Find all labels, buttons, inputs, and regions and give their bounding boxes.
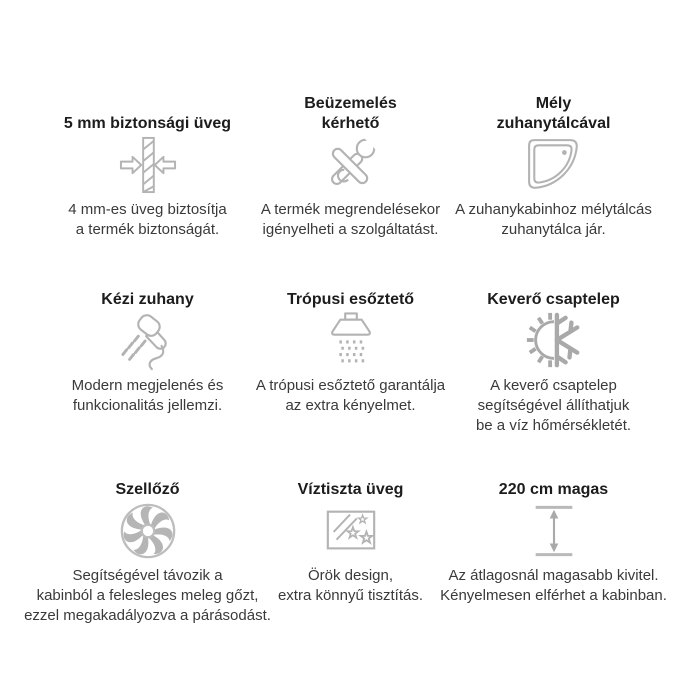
feature-description: 4 mm-es üveg biztosítja a termék biztonságát. — [68, 201, 227, 238]
feature-title: Beüzemelés kérhető — [304, 95, 397, 132]
feature-description: Örök design, extra könnyű tisztítás. — [277, 567, 424, 604]
feature-description: A keverő csaptelep segítségével állíthatjuk be a víz hőmérsékletét. — [475, 377, 632, 434]
feature-description: Segítségével távozik a kabinból a felesleges meleg gőzt, ezzel megakadályozva a párásodást. — [24, 567, 271, 624]
feature-description: A zuhanykabinhoz mélytálcás zuhanytálca jár. — [455, 201, 652, 238]
feature-card-rain-shower — [249, 290, 452, 480]
feature-title: Víztiszta üveg — [297, 481, 404, 498]
height-icon — [522, 502, 586, 560]
feature-card-clear-glass — [249, 480, 452, 626]
ventilation-fan-icon — [117, 502, 179, 560]
deep-shower-tray-icon — [524, 136, 584, 194]
feature-card-installation — [249, 94, 452, 290]
feature-card-mixer-tap — [452, 290, 655, 480]
feature-card-safety-glass — [46, 94, 249, 290]
installation-tools-icon — [319, 136, 383, 194]
feature-card-hand-shower — [46, 290, 249, 480]
feature-card-deep-tray — [452, 94, 655, 290]
mixer-tap-icon — [522, 312, 586, 370]
feature-title: Kézi zuhany — [101, 291, 194, 308]
feature-title: Szellőző — [115, 481, 180, 498]
feature-description: Az átlagosnál magasabb kivitel. Kényelmesen elférhet a kabinban. — [440, 567, 667, 604]
feature-title: 5 mm biztonsági üveg — [63, 115, 232, 132]
feature-description: Modern megjelenés és funkcionalitás jellemzi. — [71, 377, 224, 414]
hand-shower-icon — [116, 312, 180, 370]
rain-shower-icon — [319, 312, 383, 370]
glass-thickness-icon — [116, 136, 180, 194]
feature-title: Keverő csaptelep — [487, 291, 620, 308]
feature-card-height — [440, 480, 667, 626]
clear-glass-icon — [319, 502, 383, 560]
feature-title: Trópusi esőztető — [286, 291, 415, 308]
feature-title: Mély zuhanytálcával — [496, 95, 611, 132]
feature-card-ventilation — [24, 480, 271, 626]
feature-grid — [24, 0, 667, 626]
feature-description: A termék megrendelésekor igényelheti a szolgáltatást. — [260, 201, 441, 238]
feature-description: A trópusi esőztető garantálja az extra kényelmet. — [255, 377, 446, 414]
feature-title: 220 cm magas — [498, 481, 609, 498]
